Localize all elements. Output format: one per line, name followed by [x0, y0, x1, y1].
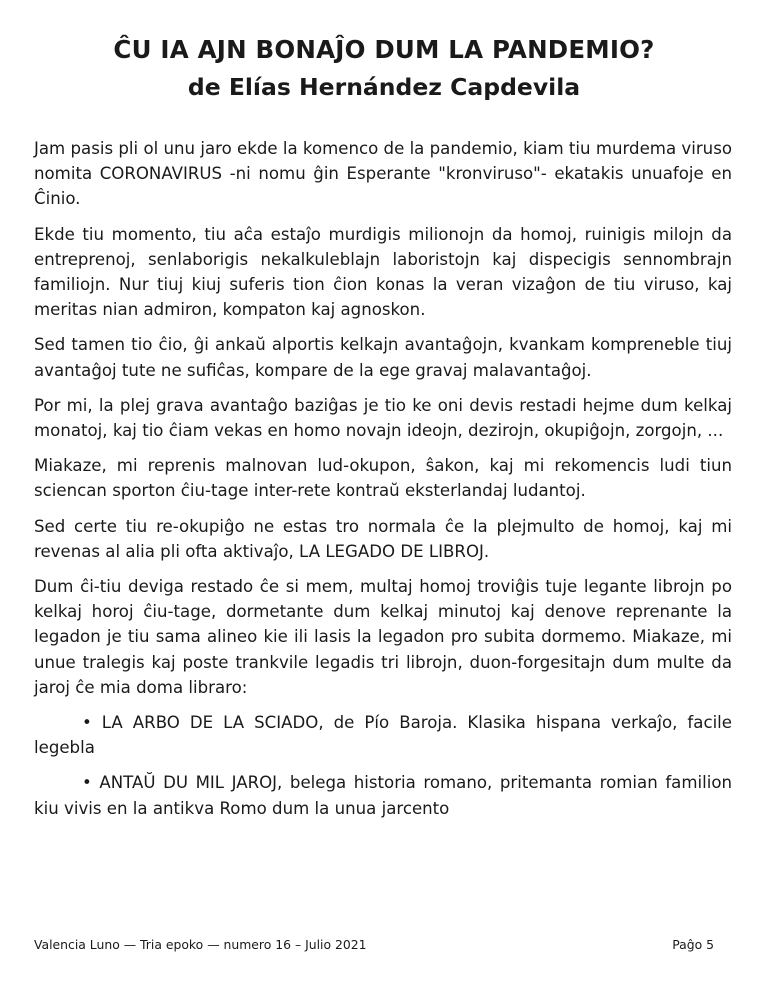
paragraph: Jam pasis pli ol unu jaro ekde la komenco de la pandemio, kiam tiu murdema viruso nomita CORONAVIRUS -ni nomu ĝin Esperante "kronviruso"- ekatakis unuafoje en Ĉinio. [34, 139, 732, 209]
article-title: ĈU IA AJN BONAĴO DUM LA PANDEMIO? [113, 35, 655, 64]
article-author: de Elías Hernández Capdevila [187, 73, 581, 101]
book-list-item: • ANTAŬ DU MIL JAROJ, belega historia romano, pritemanta romian familion kiu vivis en la antikva Romo dum la unua jarcento [34, 773, 732, 818]
paragraph: Ekde tiu momento, tiu aĉa estaĵo murdigis milionojn da homoj, ruinigis milojn da entreprenoj, senlaborigis nekalkuleblajn laboristojn kaj dispecigis sennombrajn familiojn. Nur tiuj kiuj suferis tion ĉion konas la veran vizaĝon de tiu viruso, kaj meritas nian admiron, kompaton kaj agnoskon. [34, 224, 732, 320]
book-list-item: • LA ARBO DE LA SCIADO, de Pío Baroja. Klasika hispana verkaĵo, facile legebla [34, 713, 732, 758]
article-body [34, 136, 732, 831]
paragraph: Miakaze, mi reprenis malnovan lud-okupon, ŝakon, kaj mi rekomencis ludi tiun sciencan sporton ĉiu-tage inter-rete kontraŭ eksterlandaj ludantoj. [34, 456, 732, 501]
paragraph: Por mi, la plej grava avantaĝo baziĝas je tio ke oni devis restadi hejme dum kelkaj monatoj, kaj tio ĉiam vekas en homo novajn ideojn, dezirojn, okupiĝojn, zorgojn, ... [34, 395, 732, 441]
paragraph: Dum ĉi-tiu deviga restado ĉe si mem, multaj homoj troviĝis tuje legante librojn po kelkaj horoj ĉiu-tage, dormetante dum kelkaj minutoj kaj denove reprenante la legadon je tiu sama alineo kie ili lasis la legadon pro subita dormemo. Miakaze, mi unue tralegis kaj poste trankvile legadis tri librojn, duon-forgesitajn dum multe da jaroj ĉe mia doma libraro: [34, 577, 732, 697]
paragraph: Sed tamen tio ĉio, ĝi ankaŭ alportis kelkajn avantaĝojn, kvankam kompreneble tiuj avantaĝoj tute ne sufiĉas, kompare de la ege gravaj malavantaĝoj. [34, 335, 732, 380]
footer-publication: Valencia Luno — Tria epoko — numero 16 – Julio 2021 [34, 937, 367, 952]
footer-page-number: Paĝo 5 [672, 937, 714, 952]
paragraph: Sed certe tiu re-okupiĝo ne estas tro normala ĉe la plejmulto de homoj, kaj mi revenas al alia pli ofta aktivaĵo, LA LEGADO DE LIBROJ. [34, 516, 732, 561]
